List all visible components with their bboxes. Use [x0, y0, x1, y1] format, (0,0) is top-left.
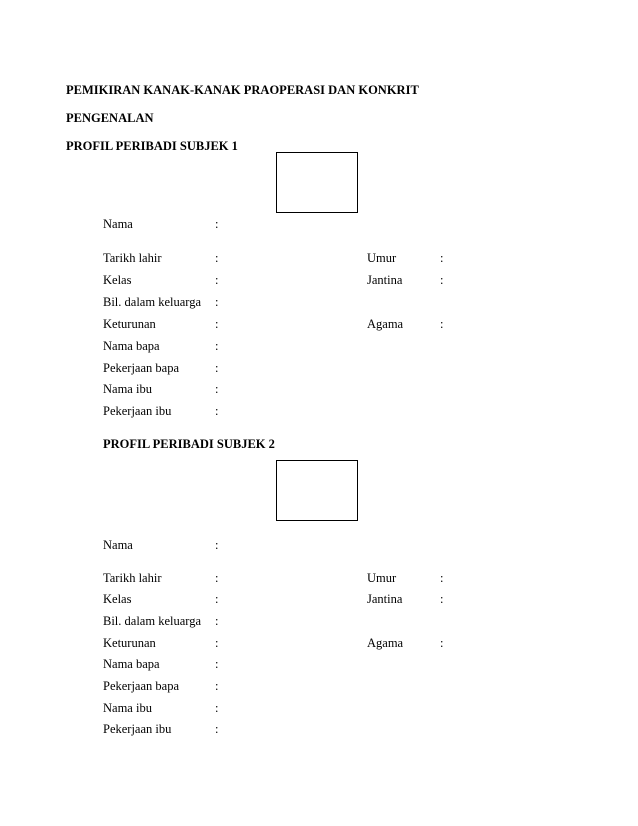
field-colon: :: [215, 592, 219, 606]
field-colon: :: [215, 679, 219, 693]
field-right-colon: :: [440, 273, 444, 287]
field-label: Kelas: [103, 273, 132, 287]
field-label: Nama ibu: [103, 382, 152, 396]
subject2-heading: PROFIL PERIBADI SUBJEK 2: [103, 437, 275, 451]
field-right-colon: :: [440, 592, 444, 606]
field-colon: :: [215, 404, 219, 418]
field-label: Bil. dalam keluarga: [103, 614, 202, 628]
field-colon: :: [215, 251, 219, 265]
document-title: PEMIKIRAN KANAK-KANAK PRAOPERASI DAN KONKRIT: [66, 83, 419, 97]
field-label: Pekerjaan ibu: [103, 722, 172, 736]
field-colon: :: [215, 657, 219, 671]
field-right-colon: :: [440, 251, 444, 265]
subject1-heading: PROFIL PERIBADI SUBJEK 1: [66, 139, 238, 153]
field-right-label: Umur: [367, 571, 397, 585]
field-colon: :: [215, 382, 219, 396]
field-label: Bil. dalam keluarga: [103, 295, 202, 309]
field-label: Nama bapa: [103, 657, 160, 671]
field-colon: :: [215, 571, 219, 585]
field-colon: :: [215, 295, 219, 309]
intro-heading: PENGENALAN: [66, 111, 154, 125]
field-right-label: Jantina: [367, 273, 403, 287]
field-right-label: Jantina: [367, 592, 403, 606]
field-colon: :: [215, 273, 219, 287]
field-label: Nama bapa: [103, 339, 160, 353]
field-colon: :: [215, 636, 219, 650]
field-label: Keturunan: [103, 636, 156, 650]
field-colon: :: [215, 217, 219, 231]
field-label: Nama: [103, 217, 133, 231]
field-right-colon: :: [440, 317, 444, 331]
field-right-colon: :: [440, 571, 444, 585]
field-label: Tarikh lahir: [103, 251, 162, 265]
field-label: Nama: [103, 538, 133, 552]
field-right-colon: :: [440, 636, 444, 650]
field-label: Kelas: [103, 592, 132, 606]
field-colon: :: [215, 317, 219, 331]
field-colon: :: [215, 339, 219, 353]
field-colon: :: [215, 722, 219, 736]
field-colon: :: [215, 614, 219, 628]
field-colon: :: [215, 538, 219, 552]
field-label: Keturunan: [103, 317, 156, 331]
field-label: Nama ibu: [103, 701, 152, 715]
field-label: Pekerjaan ibu: [103, 404, 172, 418]
field-label: Tarikh lahir: [103, 571, 162, 585]
field-colon: :: [215, 361, 219, 375]
field-label: Pekerjaan bapa: [103, 679, 180, 693]
field-right-label: Agama: [367, 317, 404, 331]
field-right-label: Agama: [367, 636, 404, 650]
field-label: Pekerjaan bapa: [103, 361, 180, 375]
field-colon: :: [215, 701, 219, 715]
field-right-label: Umur: [367, 251, 397, 265]
